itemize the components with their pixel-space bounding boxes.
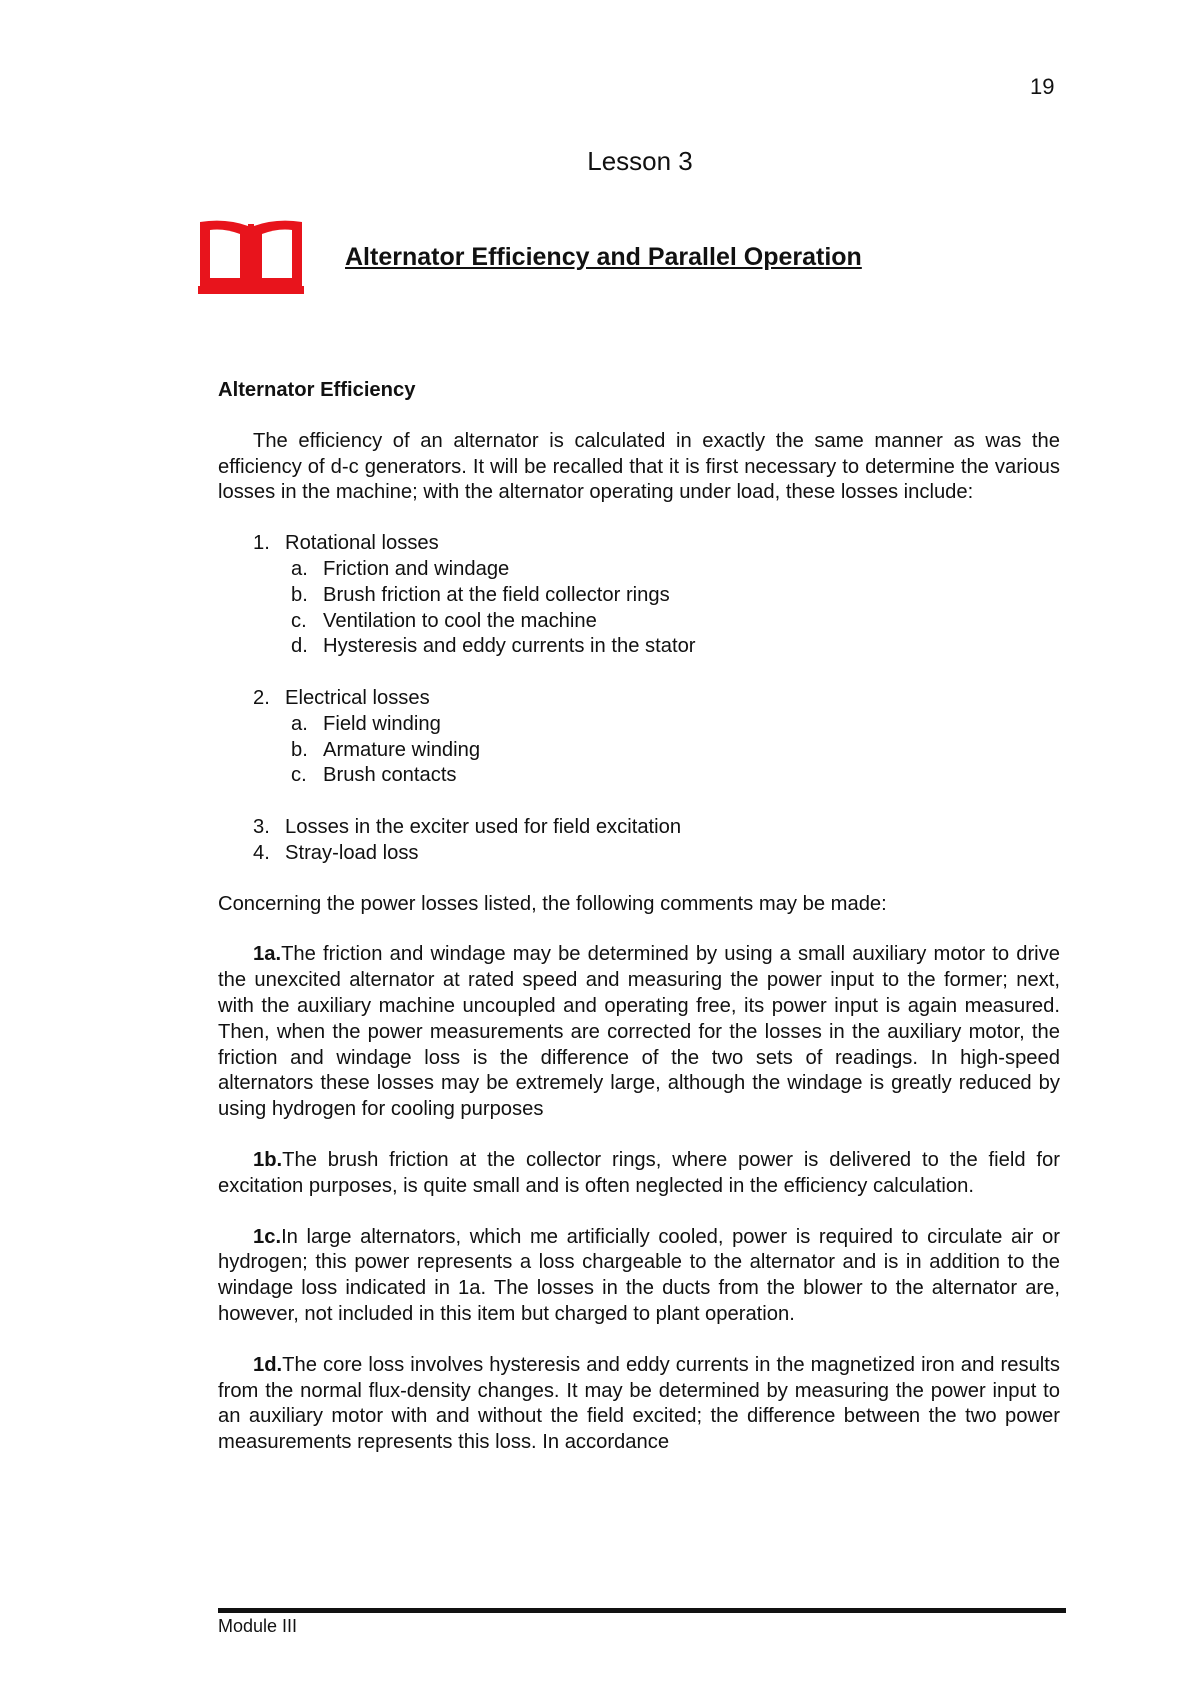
list-item xyxy=(218,686,1060,712)
document-body xyxy=(218,378,1060,1481)
list-number: 4. xyxy=(253,841,270,864)
list-number: 3. xyxy=(253,815,270,838)
sub-letter: a. xyxy=(291,712,308,735)
comment-paragraph xyxy=(218,942,1060,1123)
sub-item xyxy=(218,634,1060,660)
sub-letter: d. xyxy=(291,635,308,658)
book-icon xyxy=(196,216,306,300)
lesson-title: Lesson 3 xyxy=(587,146,693,176)
sub-item xyxy=(218,763,1060,789)
losses-list xyxy=(218,531,1060,866)
sub-item xyxy=(218,609,1060,635)
list-number: 1. xyxy=(253,532,270,555)
comment-paragraph xyxy=(218,1353,1060,1456)
list-label: Losses in the exciter used for field excitation xyxy=(285,815,682,838)
comment-lead: 1c. xyxy=(253,1225,282,1248)
sub-item xyxy=(218,712,1060,738)
sub-letter: b. xyxy=(291,583,308,606)
sub-item xyxy=(218,583,1060,609)
sub-letter: c. xyxy=(291,764,307,787)
comment-text: The friction and windage may be determined by using a small auxiliary motor to drive the unexcited alternator at rated speed and measuring the power input to the former; next, with the auxiliary machine uncoupled and operating free, its power input is again measured. Then, when the power measurements are corrected for the losses in the auxiliary motor, the friction and windage loss is the difference of the two sets of readings. In high-speed alternators these losses may be extremely large, although the windage is greatly reduced by using hydrogen for cooling purposes xyxy=(218,943,1060,1121)
comment-paragraph xyxy=(218,1148,1060,1200)
comment-paragraph xyxy=(218,1225,1060,1328)
subheading: Alternator Efficiency xyxy=(218,379,416,401)
list-label: Rotational losses xyxy=(285,532,439,555)
list-item xyxy=(218,815,1060,841)
comment-text: The core loss involves hysteresis and eddy currents in the magnetized iron and results from the normal flux-density changes. It may be determined by measuring the power input to an auxiliary motor with and without the field excited; the difference between the two power measurements represents this loss. In accordance xyxy=(218,1353,1060,1454)
sub-text: Brush contacts xyxy=(323,764,457,787)
list-item xyxy=(218,841,1060,867)
sub-item xyxy=(218,738,1060,764)
footer-rule xyxy=(218,1608,1066,1613)
sub-text: Armature winding xyxy=(323,738,481,761)
list-label: Stray-load loss xyxy=(285,841,419,864)
sub-letter: c. xyxy=(291,609,307,632)
sub-text: Ventilation to cool the machine xyxy=(323,609,597,632)
intro-paragraph: The efficiency of an alternator is calculated in exactly the same manner as was the efficiency of d-c generators. It will be recalled that it is first necessary to determine the various losses in the machine; with the alternator operating under load, these losses include: xyxy=(218,429,1060,504)
comment-lead: 1b. xyxy=(253,1148,283,1171)
sub-letter: b. xyxy=(291,738,308,761)
sub-text: Hysteresis and eddy currents in the stator xyxy=(323,635,696,658)
page-number: 19 xyxy=(1030,74,1055,99)
sub-item xyxy=(218,557,1060,583)
comment-text: In large alternators, which me artificially cooled, power is required to circulate air or hydrogen; this power represents a loss chargeable to the alternator and is in addition to the windage loss indicated in 1a. The losses in the ducts from the blower to the alternator are, however, not included in this item but charged to plant operation. xyxy=(218,1225,1060,1325)
list-number: 2. xyxy=(253,686,270,709)
comment-lead: 1d. xyxy=(253,1353,283,1376)
list-item xyxy=(218,531,1060,557)
sub-text: Friction and windage xyxy=(323,557,510,580)
section-title: Alternator Efficiency and Parallel Operation xyxy=(345,243,862,271)
list-label: Electrical losses xyxy=(285,686,430,709)
sub-text: Brush friction at the field collector rings xyxy=(323,583,670,606)
sub-text: Field winding xyxy=(323,712,441,735)
comments-intro: Concerning the power losses listed, the following comments may be made: xyxy=(218,892,887,915)
comment-lead: 1a. xyxy=(253,943,282,966)
footer-module: Module III xyxy=(218,1616,298,1636)
sub-letter: a. xyxy=(291,557,308,580)
comment-text: The brush friction at the collector rings, where power is delivered to the field for excitation purposes, is quite small and is often neglected in the efficiency calculation. xyxy=(218,1148,1060,1197)
